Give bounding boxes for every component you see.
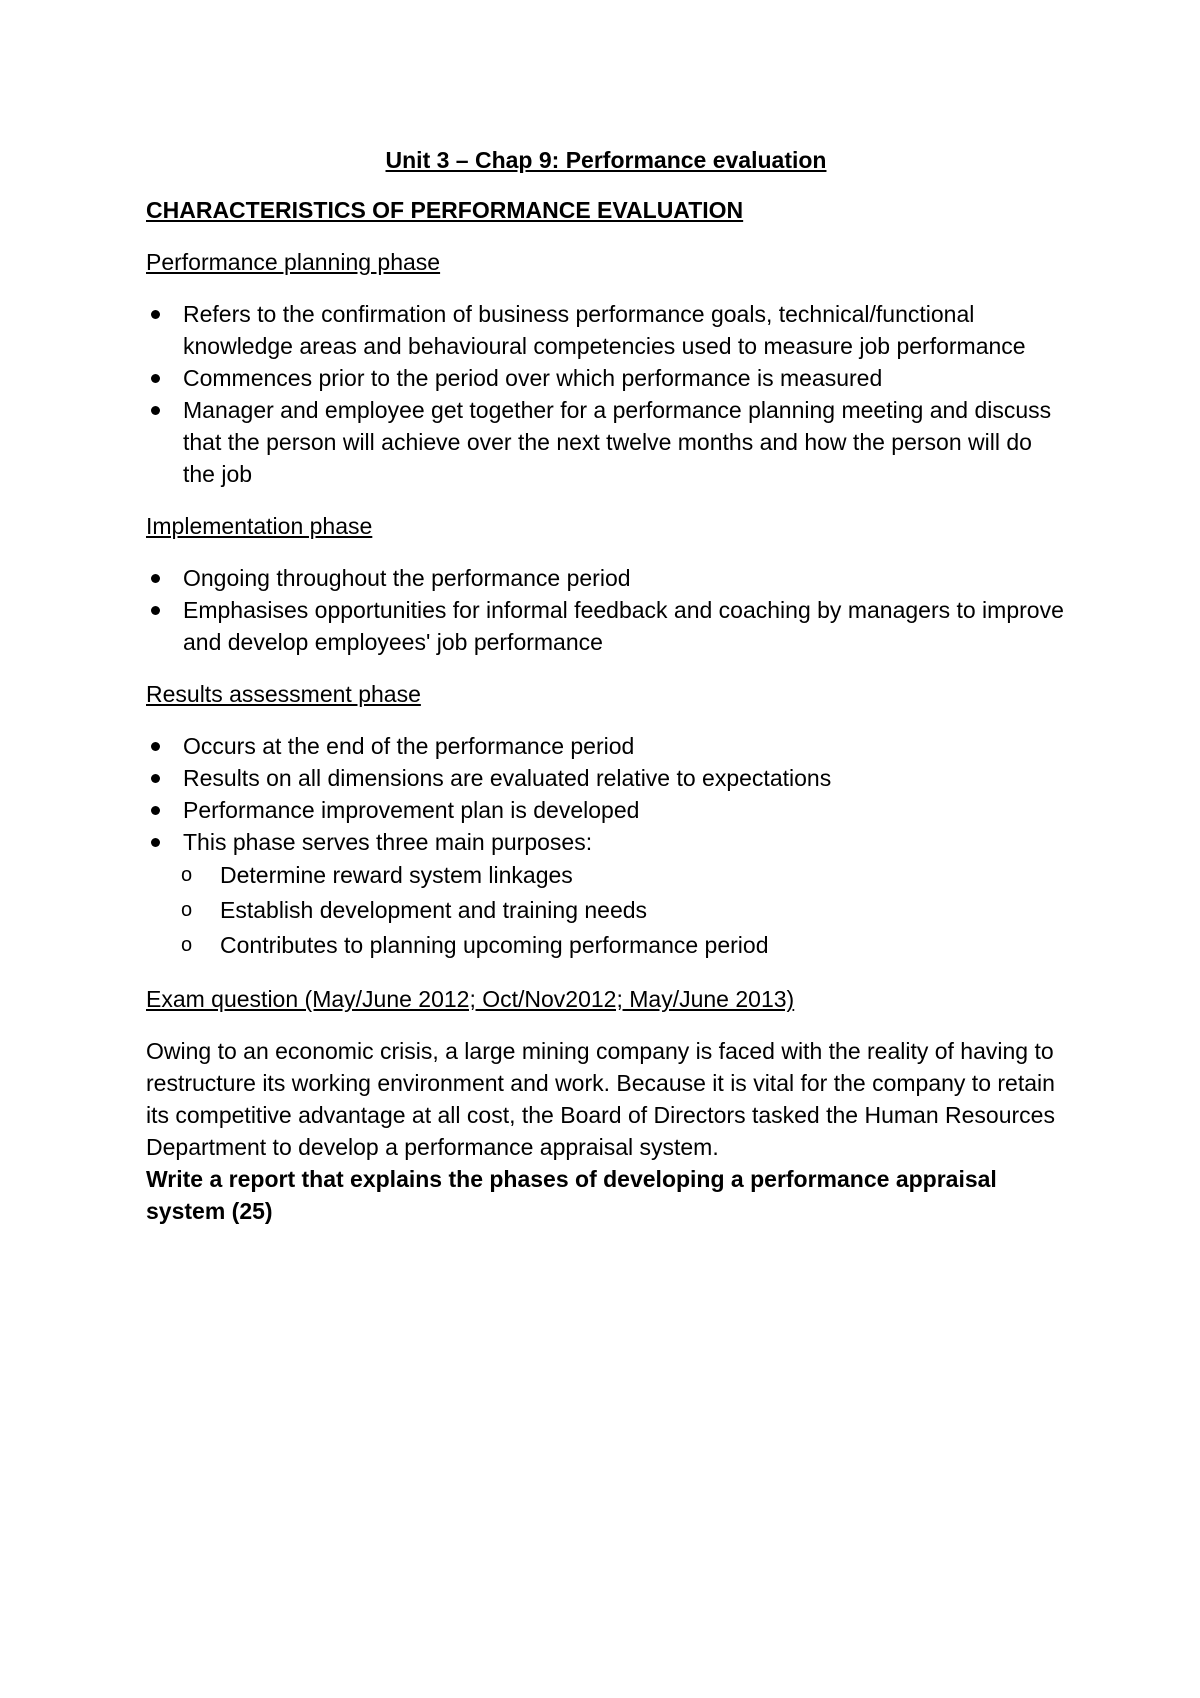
- list-item: [146, 762, 1066, 794]
- bullet-list-planning: [146, 298, 1066, 490]
- list-item: [146, 394, 1066, 490]
- sub-list-item: [183, 928, 1066, 963]
- list-item-text: Results on all dimensions are evaluated relative to expectations: [183, 765, 832, 791]
- list-item-text: Occurs at the end of the performance period: [183, 733, 635, 759]
- bullet-icon: [151, 742, 160, 751]
- bullet-icon: [151, 374, 160, 383]
- list-item-text: This phase serves three main purposes:: [183, 829, 593, 855]
- bullet-icon: [151, 838, 160, 847]
- bullet-list-results: [146, 730, 1066, 963]
- circle-bullet-icon: o: [181, 864, 193, 886]
- section-heading-implementation: Implementation phase: [146, 513, 373, 539]
- bullet-icon: [151, 774, 160, 783]
- list-item: [146, 826, 1066, 963]
- bullet-icon: [151, 606, 160, 615]
- circle-bullet-icon: o: [181, 899, 193, 921]
- list-item: [146, 298, 1066, 362]
- circle-bullet-icon: o: [181, 934, 193, 956]
- main-heading: CHARACTERISTICS OF PERFORMANCE EVALUATION: [146, 197, 744, 223]
- document-content: [146, 144, 1066, 1227]
- list-item-text: Ongoing throughout the performance period: [183, 565, 631, 591]
- list-item-text: Commences prior to the period over which performance is measured: [183, 365, 883, 391]
- list-item: [146, 594, 1066, 658]
- exam-question-body: Owing to an economic crisis, a large mining company is faced with the reality of having to restructure its working environment and work. Because it is vital for the company to retain its competitive advantage at all cost, the Board of Directors tasked the Human Resources Department to develop a performance appraisal system.: [146, 1038, 1055, 1160]
- exam-question-prompt: Write a report that explains the phases of developing a performance appraisal system (25): [146, 1166, 997, 1224]
- list-item: [146, 794, 1066, 826]
- bullet-icon: [151, 806, 160, 815]
- sub-list-item-text: Contributes to planning upcoming performance period: [220, 932, 769, 958]
- section-heading-planning: Performance planning phase: [146, 249, 441, 275]
- list-item: [146, 562, 1066, 594]
- list-item-text: Refers to the confirmation of business performance goals, technical/functional knowledge areas and behavioural competencies used to measure job performance: [183, 301, 1026, 359]
- sub-list-item-text: Determine reward system linkages: [220, 862, 573, 888]
- section-heading-results: Results assessment phase: [146, 681, 421, 707]
- list-item-text: Performance improvement plan is developed: [183, 797, 640, 823]
- list-item: [146, 730, 1066, 762]
- bullet-icon: [151, 310, 160, 319]
- list-item-text: Manager and employee get together for a performance planning meeting and discuss that the person will achieve over the next twelve months and how the person will do the job: [183, 397, 1052, 487]
- bullet-list-implementation: [146, 562, 1066, 658]
- sub-list-item: [183, 893, 1066, 928]
- page-title: Unit 3 – Chap 9: Performance evaluation: [385, 147, 827, 173]
- sub-bullet-list: [183, 858, 1066, 963]
- sub-list-item: [183, 858, 1066, 893]
- list-item-text: Emphasises opportunities for informal feedback and coaching by managers to improve and develop employees' job performance: [183, 597, 1064, 655]
- bullet-icon: [151, 574, 160, 583]
- sub-list-item-text: Establish development and training needs: [220, 897, 648, 923]
- bullet-icon: [151, 406, 160, 415]
- exam-question-heading: Exam question (May/June 2012; Oct/Nov2012; May/June 2013): [146, 986, 795, 1012]
- list-item: [146, 362, 1066, 394]
